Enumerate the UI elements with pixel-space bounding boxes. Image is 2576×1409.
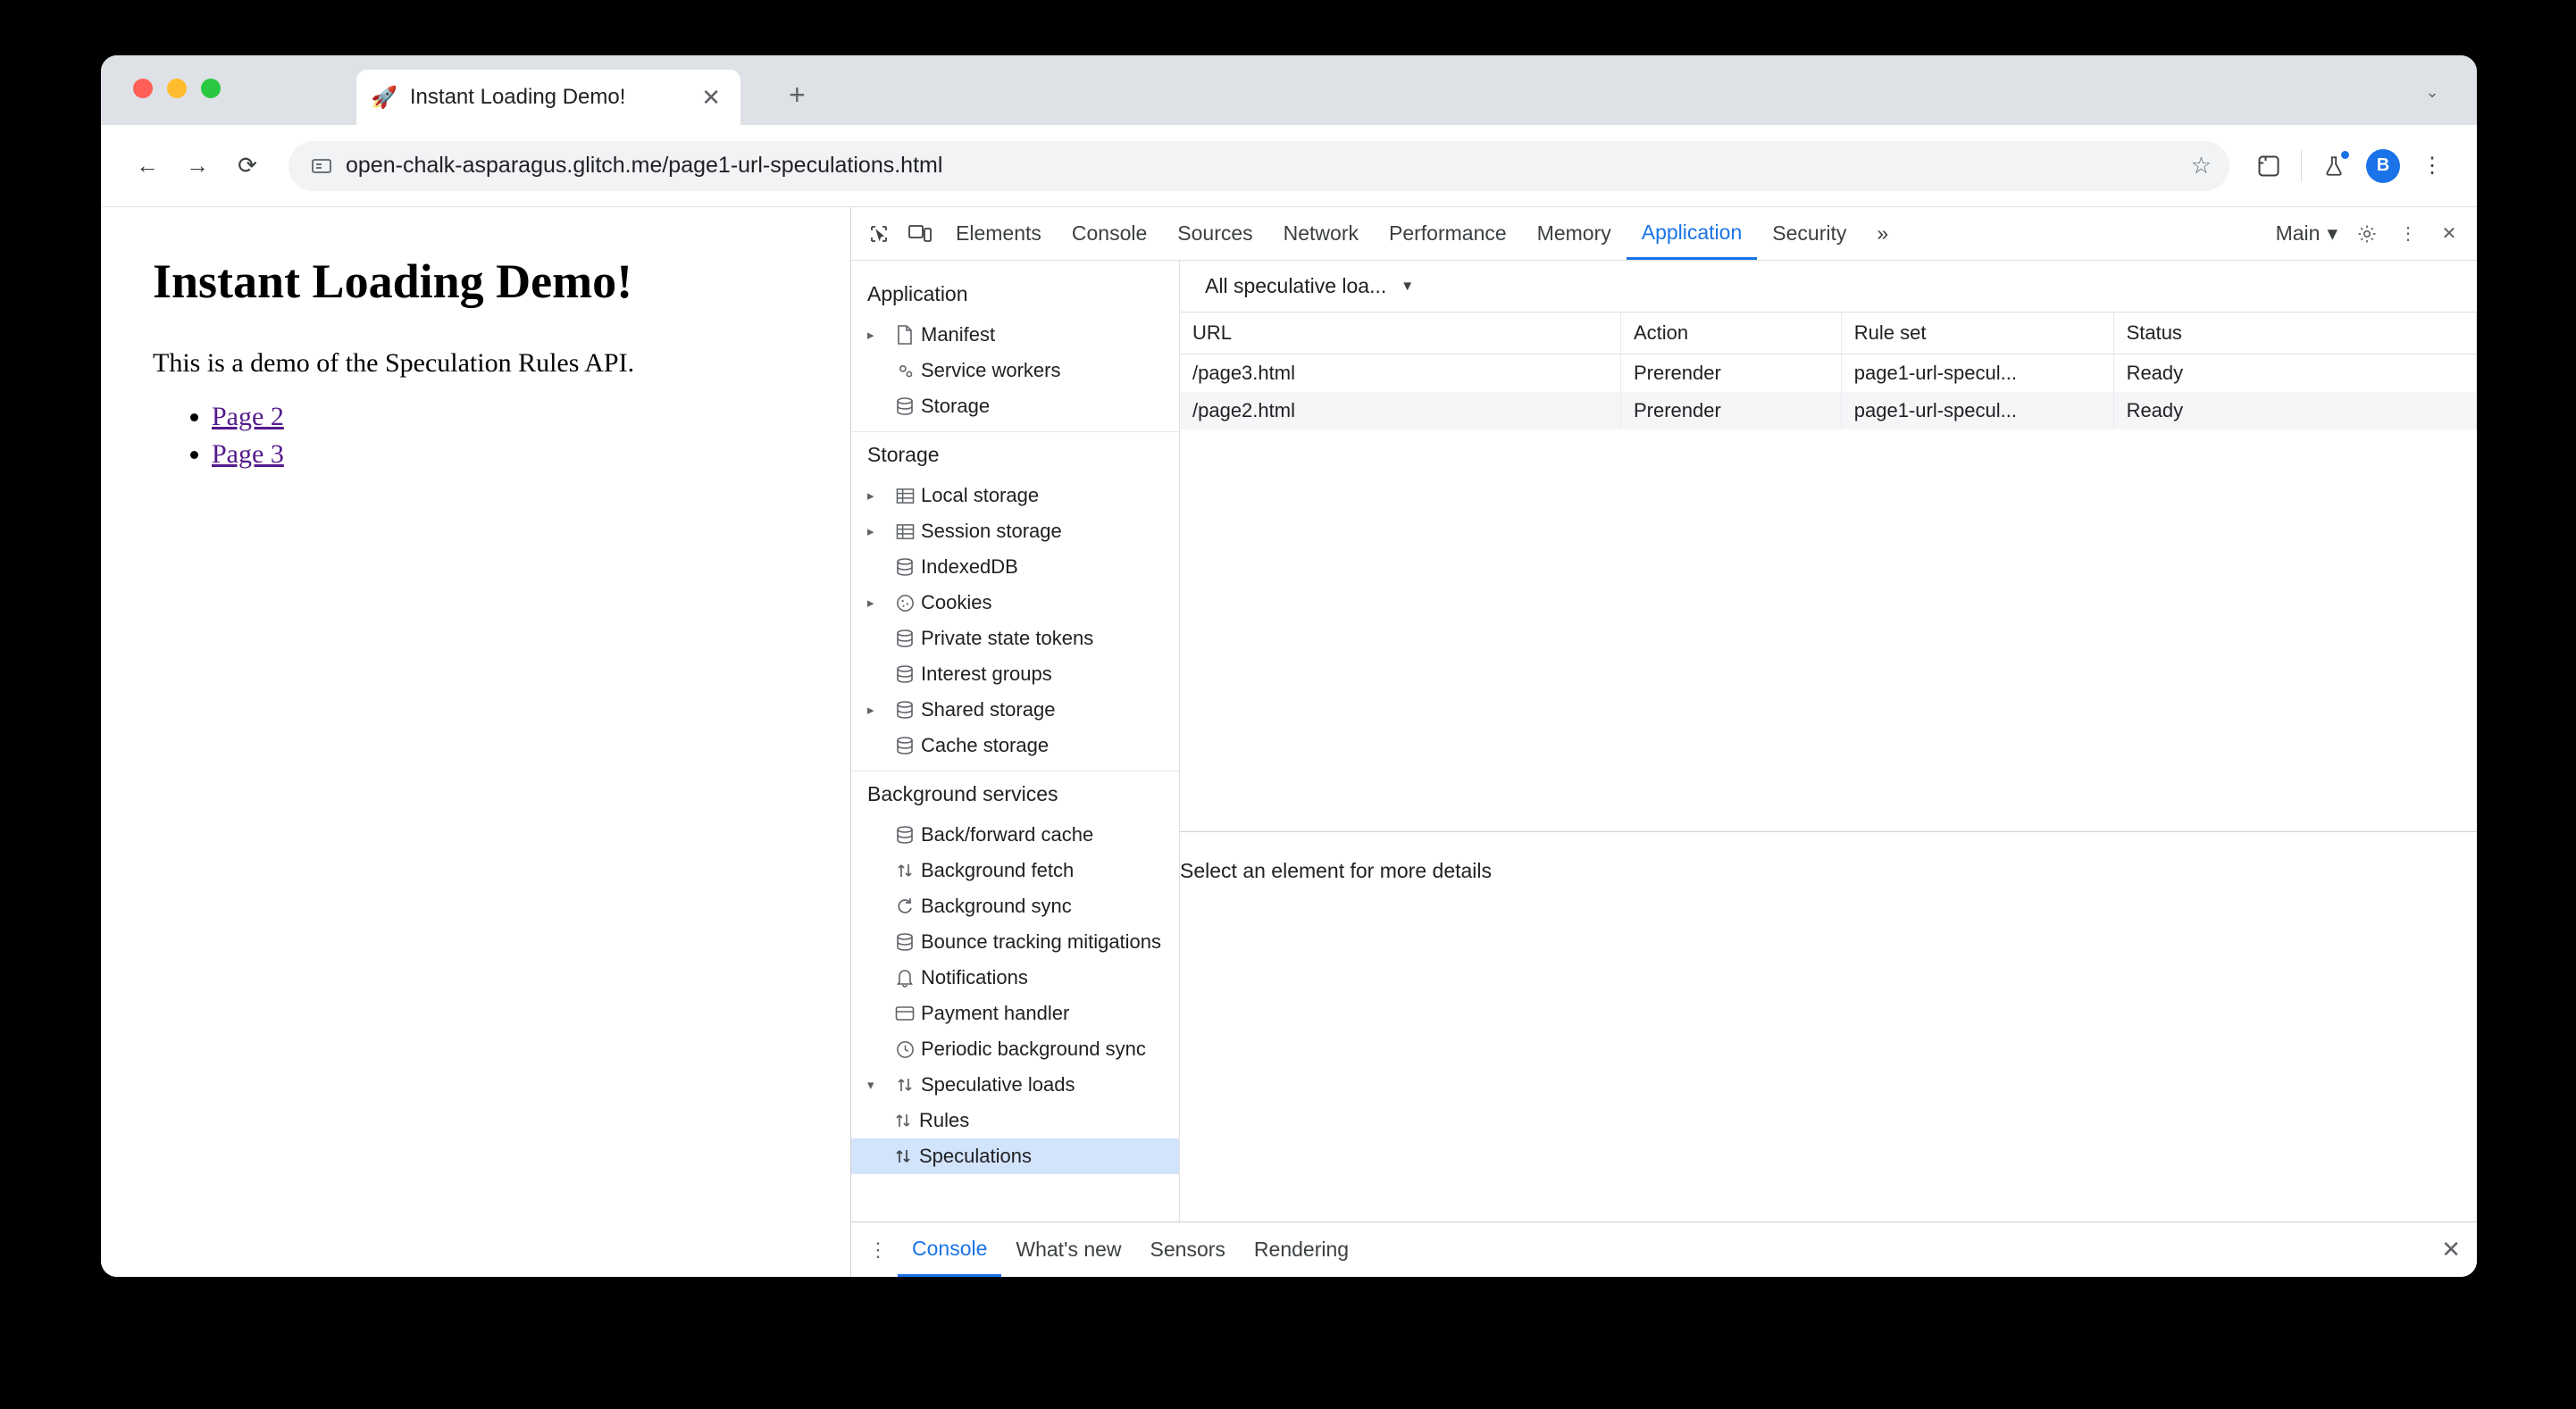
sidebar-item-label: Interest groups xyxy=(921,663,1052,685)
sidebar-section-background-services: Background services xyxy=(867,782,1058,805)
sidebar-item-label: Cache storage xyxy=(921,734,1050,756)
tab-network[interactable]: Network xyxy=(1283,221,1359,245)
devtools-more-icon[interactable]: ⋮ xyxy=(2399,224,2417,244)
devtools-toolbar xyxy=(851,207,2477,261)
maximize-window-button[interactable] xyxy=(201,79,221,98)
more-tabs-button[interactable]: » xyxy=(1877,221,1889,245)
gear-icon xyxy=(889,362,921,380)
toolbar-divider xyxy=(2301,150,2302,182)
sidebar-item-manifest[interactable] xyxy=(851,317,1179,353)
sidebar-item-interest-groups[interactable] xyxy=(851,656,1179,692)
drawer-close-icon[interactable]: ✕ xyxy=(2441,1236,2461,1263)
tab-performance[interactable]: Performance xyxy=(1389,221,1507,245)
drawer-menu-icon[interactable]: ⋮ xyxy=(868,1238,888,1261)
sidebar-item-label: Speculative loads xyxy=(921,1073,1075,1096)
credit-card-icon xyxy=(889,1005,921,1021)
notification-dot xyxy=(2341,151,2349,159)
speculations-table xyxy=(1180,313,2477,429)
column-header-rule-set[interactable]: Rule set xyxy=(1841,313,2113,354)
tab-application[interactable]: Application xyxy=(1627,208,1758,260)
browser-menu-icon[interactable]: ⋮ xyxy=(2421,154,2443,178)
devtools-sidebar xyxy=(851,261,1180,1221)
minimize-window-button[interactable] xyxy=(167,79,187,98)
new-tab-button[interactable]: + xyxy=(789,79,806,111)
refresh-icon xyxy=(889,896,921,916)
sidebar-item-indexeddb[interactable] xyxy=(851,549,1179,585)
database-icon xyxy=(889,700,921,720)
browser-window xyxy=(101,55,2477,1277)
devtools-panel xyxy=(851,207,2477,1277)
speculations-panel xyxy=(1180,261,2477,1221)
table-row[interactable] xyxy=(1180,392,2477,429)
sidebar-item-rules[interactable] xyxy=(851,1103,1179,1138)
sidebar-item-background-sync[interactable] xyxy=(851,888,1179,924)
web-page-content xyxy=(101,207,851,1277)
sidebar-item-label: Background sync xyxy=(921,895,1072,917)
chevron-down-icon: ▾ xyxy=(2327,221,2338,245)
sidebar-item-local-storage[interactable] xyxy=(851,478,1179,513)
page-title: Instant Loading Demo! xyxy=(153,254,633,308)
browser-toolbar xyxy=(101,125,2477,207)
tab-elements[interactable]: Elements xyxy=(956,221,1041,245)
sidebar-item-payment-handler[interactable] xyxy=(851,996,1179,1031)
sidebar-item-notifications[interactable] xyxy=(851,960,1179,996)
sidebar-item-label: IndexedDB xyxy=(921,555,1018,578)
drawer-tab-rendering[interactable]: Rendering xyxy=(1253,1238,1350,1261)
expand-arrow-icon[interactable]: ▸ xyxy=(867,703,874,718)
speculative-loads-filter-dropdown[interactable] xyxy=(1196,271,1423,302)
database-icon xyxy=(889,557,921,577)
database-icon xyxy=(889,396,921,416)
sync-arrows-icon xyxy=(887,1111,919,1130)
cookie-icon xyxy=(889,594,921,613)
sync-arrows-icon xyxy=(889,1075,921,1095)
clock-icon xyxy=(889,1040,921,1059)
sidebar-item-label: Notifications xyxy=(921,966,1028,988)
drawer-tab-sensors[interactable]: Sensors xyxy=(1150,1238,1225,1261)
collapse-arrow-icon[interactable]: ▾ xyxy=(867,1078,874,1093)
bookmark-star-icon[interactable]: ☆ xyxy=(2190,152,2212,179)
sidebar-item-label: Storage xyxy=(921,395,991,417)
sidebar-item-back-forward-cache[interactable] xyxy=(851,817,1179,853)
expand-arrow-icon[interactable]: ▸ xyxy=(867,524,874,539)
cell-status: Ready xyxy=(2113,392,2476,429)
link-page-3[interactable]: Page 3 xyxy=(212,439,284,469)
tab-security[interactable]: Security xyxy=(1772,221,1847,245)
table-header-row xyxy=(1180,313,2477,354)
forward-button[interactable]: → xyxy=(186,152,209,179)
sidebar-item-label: Speculations xyxy=(919,1145,1032,1167)
sidebar-item-periodic-background-sync[interactable] xyxy=(851,1031,1179,1067)
chevron-down-icon[interactable]: ⌄ xyxy=(2425,82,2439,101)
devtools-body xyxy=(851,261,2477,1221)
filter-label: All speculative loa... xyxy=(1205,274,1387,297)
sidebar-item-private-state-tokens[interactable] xyxy=(851,621,1179,656)
sidebar-item-speculative-loads[interactable] xyxy=(851,1067,1179,1103)
extensions-icon[interactable] xyxy=(2246,143,2292,189)
details-pane xyxy=(1180,832,2477,1221)
sidebar-item-session-storage[interactable] xyxy=(851,513,1179,549)
gear-icon[interactable] xyxy=(2346,213,2388,254)
database-icon xyxy=(889,664,921,684)
tab-console[interactable]: Console xyxy=(1071,221,1148,245)
database-icon xyxy=(889,825,921,845)
bell-icon xyxy=(889,968,921,988)
sidebar-section-application: Application xyxy=(867,282,968,305)
close-window-button[interactable] xyxy=(133,79,153,98)
cell-action: Prerender xyxy=(1621,392,1842,429)
labs-icon[interactable] xyxy=(2311,143,2357,189)
sidebar-item-label: Shared storage xyxy=(921,698,1056,721)
column-header-action[interactable]: Action xyxy=(1621,313,1842,354)
sidebar-item-cache-storage[interactable] xyxy=(851,728,1179,763)
sidebar-section-storage: Storage xyxy=(867,443,940,466)
expand-arrow-icon[interactable]: ▸ xyxy=(867,596,874,611)
speculations-table-container[interactable] xyxy=(1180,313,2477,832)
devtools-close-icon[interactable]: ✕ xyxy=(2441,224,2457,244)
sidebar-item-bounce-tracking-mitigations[interactable] xyxy=(851,924,1179,960)
table-icon xyxy=(889,523,921,540)
cell-status: Ready xyxy=(2113,354,2476,393)
sidebar-item-label: Background fetch xyxy=(921,859,1075,881)
window-body xyxy=(101,207,2477,1277)
cell-rule-set: page1-url-specul... xyxy=(1841,354,2113,393)
cell-url: /page2.html xyxy=(1180,392,1621,429)
url-text: open-chalk-asparagus.glitch.me/page1-url-speculations.html xyxy=(346,153,943,178)
close-icon[interactable]: ✕ xyxy=(701,84,721,111)
inspect-element-icon[interactable] xyxy=(858,213,899,254)
sidebar-item-background-fetch[interactable] xyxy=(851,853,1179,888)
context-selector[interactable] xyxy=(2267,221,2346,246)
sidebar-item-shared-storage[interactable] xyxy=(851,692,1179,728)
column-header-url[interactable]: URL xyxy=(1180,313,1621,354)
sidebar-item-label: Local storage xyxy=(921,484,1040,506)
cell-rule-set: page1-url-specul... xyxy=(1841,392,2113,429)
page-info-icon[interactable] xyxy=(306,153,337,179)
sidebar-item-cookies[interactable] xyxy=(851,585,1179,621)
tab-strip xyxy=(101,55,2477,125)
expand-arrow-icon[interactable]: ▸ xyxy=(867,328,874,343)
rocket-icon: 🚀 xyxy=(371,85,397,110)
chevron-down-icon: ▼ xyxy=(1401,279,1415,294)
link-page-2[interactable]: Page 2 xyxy=(212,402,284,431)
sidebar-item-storage[interactable] xyxy=(851,388,1179,424)
reload-button[interactable]: ⟳ xyxy=(238,152,257,179)
sidebar-item-label: Periodic background sync xyxy=(921,1038,1146,1060)
context-selector-label: Main xyxy=(2275,221,2321,245)
filter-toolbar xyxy=(1180,261,2477,313)
cell-url: /page3.html xyxy=(1180,354,1621,393)
sidebar-item-label: Payment handler xyxy=(921,1002,1070,1024)
drawer-tab-whats-new[interactable]: What's new xyxy=(1016,1238,1122,1261)
list-item xyxy=(212,439,850,470)
sidebar-item-label: Service workers xyxy=(921,359,1061,381)
sidebar-item-label: Session storage xyxy=(921,520,1062,542)
expand-arrow-icon[interactable]: ▸ xyxy=(867,488,874,504)
devtools-toolbar-right xyxy=(2267,213,2470,254)
database-icon xyxy=(889,932,921,952)
tab-sources[interactable]: Sources xyxy=(1177,221,1253,245)
sidebar-item-label: Manifest xyxy=(921,323,996,346)
tab-title: Instant Loading Demo! xyxy=(409,85,626,109)
document-icon xyxy=(889,325,921,345)
page-link-list xyxy=(153,402,850,470)
device-toolbar-icon[interactable] xyxy=(899,213,941,254)
address-bar[interactable] xyxy=(289,141,2229,191)
sync-arrows-icon xyxy=(889,861,921,880)
page-paragraph: This is a demo of the Speculation Rules API. xyxy=(153,348,635,378)
window-controls xyxy=(133,79,221,98)
browser-tab[interactable] xyxy=(356,70,740,125)
details-placeholder-text: Select an element for more details xyxy=(1180,859,1493,882)
table-icon xyxy=(889,488,921,504)
sidebar-item-service-workers[interactable] xyxy=(851,353,1179,388)
sidebar-item-speculations[interactable] xyxy=(851,1138,1179,1174)
column-header-status[interactable]: Status xyxy=(2113,313,2476,354)
database-icon xyxy=(889,736,921,755)
database-icon xyxy=(889,629,921,648)
sidebar-item-label: Private state tokens xyxy=(921,627,1094,649)
list-item xyxy=(212,402,850,432)
sidebar-item-label: Cookies xyxy=(921,591,992,613)
cell-action: Prerender xyxy=(1621,354,1842,393)
devtools-drawer xyxy=(851,1221,2477,1277)
tab-memory[interactable]: Memory xyxy=(1536,221,1611,245)
sidebar-item-label: Back/forward cache xyxy=(921,823,1094,846)
drawer-tab-console[interactable]: Console xyxy=(898,1223,1001,1277)
sync-arrows-icon xyxy=(887,1146,919,1166)
sidebar-item-label: Rules xyxy=(919,1109,970,1131)
sidebar-item-label: Bounce tracking mitigations xyxy=(921,930,1162,953)
back-button[interactable]: ← xyxy=(136,152,159,179)
table-row[interactable] xyxy=(1180,354,2477,393)
avatar[interactable]: B xyxy=(2366,149,2400,183)
